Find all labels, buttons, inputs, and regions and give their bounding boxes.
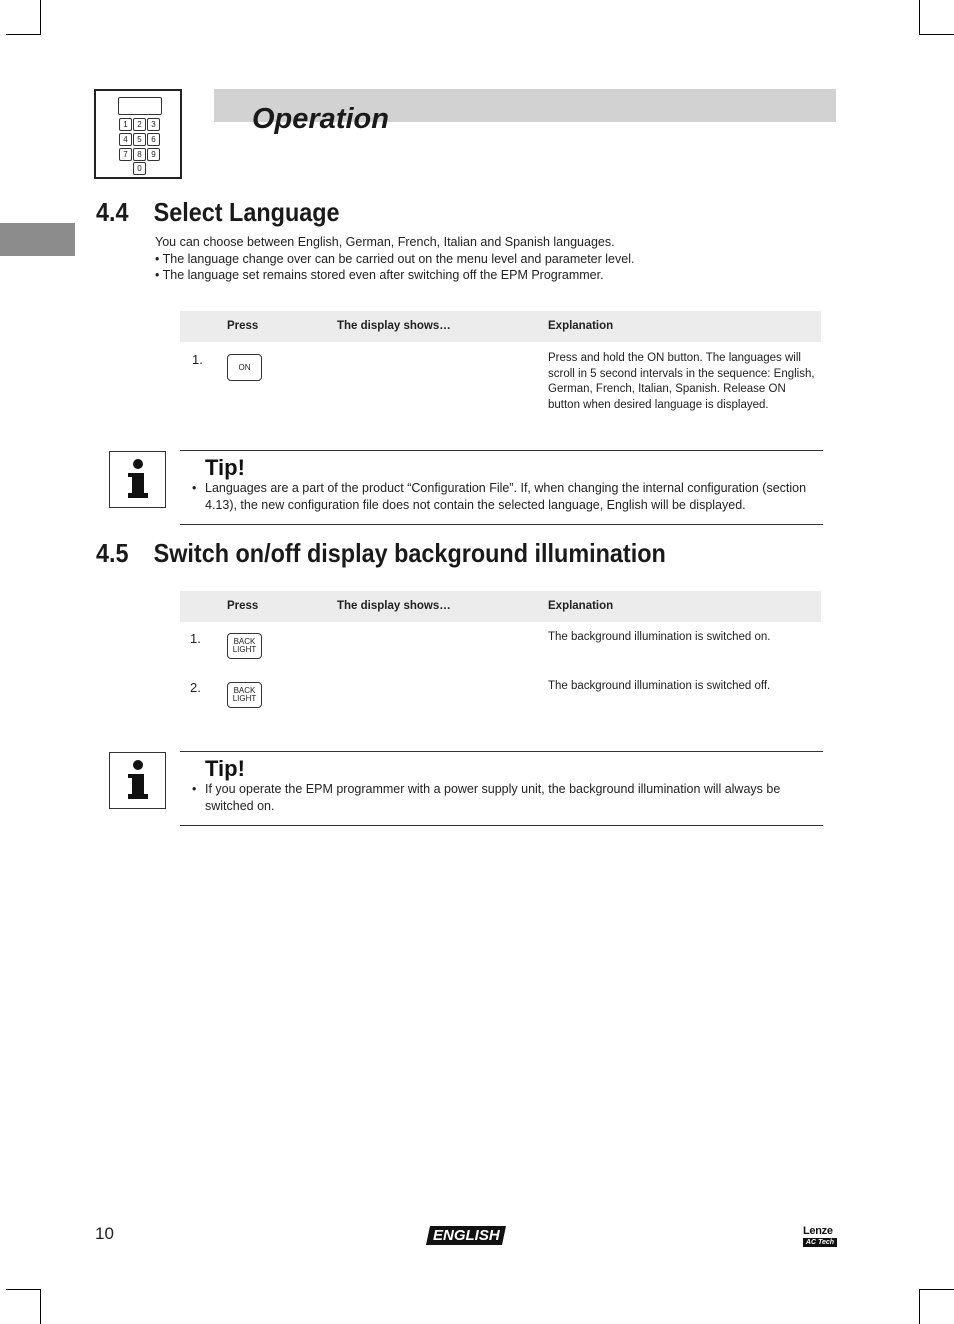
keypad-key: 1: [119, 118, 132, 131]
column-header-display: The display shows…: [337, 320, 451, 332]
keypad-key: 6: [147, 133, 160, 146]
keypad-icon: [94, 89, 182, 179]
info-icon: [109, 752, 166, 809]
lenze-logo: [803, 1226, 837, 1247]
keypad-key: 7: [119, 148, 132, 161]
tip-divider: [180, 751, 823, 752]
section-heading: [96, 197, 340, 228]
step-explanation: Press and hold the ON button. The languages will scroll in 5 second intervals in the sequence: English, German, French, Italian, Spanish. Release ON button when desired language is displayed.: [548, 352, 815, 411]
tip-bullet: •: [192, 481, 197, 495]
crop-mark: [919, 34, 954, 35]
tip-bullet: •: [192, 782, 197, 796]
keypad-key: 3: [147, 118, 160, 131]
tip-text: Languages are a part of the product “Configuration File”. If, when changing the internal configuration (section 4.13), the new configuration file does not contain the selected language, English will be displayed.: [205, 481, 807, 512]
key-label: BACK: [233, 686, 256, 695]
column-header-explanation: Explanation: [548, 600, 614, 612]
crop-mark: [40, 1289, 41, 1324]
bullet-text: • The language set remains stored even after switching off the EPM Programmer.: [155, 268, 604, 282]
info-icon: [109, 451, 166, 508]
key-label: LIGHT: [232, 694, 257, 703]
language-badge: [426, 1226, 506, 1245]
column-header-display: The display shows…: [337, 600, 451, 612]
intro-text: You can choose between English, German, French, Italian and Spanish languages.: [155, 235, 615, 249]
tip-divider: [180, 450, 823, 451]
crop-mark: [919, 1289, 920, 1324]
on-key-icon: ON: [227, 354, 262, 381]
crop-mark: [6, 34, 41, 35]
table-header: [180, 591, 821, 622]
section-heading: [96, 538, 666, 569]
section-title: Switch on/off display background illumination: [153, 538, 666, 568]
backlight-key-icon: [227, 633, 262, 659]
backlight-key-icon: [227, 682, 262, 708]
crop-mark: [919, 0, 920, 35]
tip-divider: [180, 524, 823, 525]
section-title: Select Language: [153, 197, 340, 227]
keypad-key: 9: [147, 148, 160, 161]
tip-title: Tip!: [205, 756, 245, 781]
column-header-press: Press: [227, 600, 259, 612]
crop-mark: [919, 1289, 954, 1290]
step-explanation: The background illumination is switched on.: [548, 631, 771, 643]
page-number: 10: [95, 1224, 114, 1243]
key-label: BACK: [233, 637, 256, 646]
keypad-key: 4: [119, 133, 132, 146]
keypad-key: 5: [133, 133, 146, 146]
step-number: 2.: [190, 680, 201, 695]
crop-mark: [6, 1289, 41, 1290]
column-header-explanation: Explanation: [548, 320, 614, 332]
step-explanation: The background illumination is switched off.: [548, 680, 771, 692]
keypad-key: 0: [133, 162, 146, 175]
chapter-tab: [0, 223, 75, 256]
keypad-display-icon: [118, 97, 162, 115]
section-number: 4.5: [96, 538, 129, 568]
bullet-text: • The language change over can be carried out on the menu level and parameter level.: [155, 252, 635, 266]
tip-text: If you operate the EPM programmer with a power supply unit, the background illumination will always be switched on.: [205, 782, 781, 813]
table-header: [180, 311, 821, 342]
step-number: 1.: [190, 631, 201, 646]
key-label: LIGHT: [232, 645, 257, 654]
logo-subbrand: AC Tech: [803, 1238, 837, 1247]
keypad-key: 8: [133, 148, 146, 161]
tip-divider: [180, 825, 823, 826]
step-number: 1.: [192, 352, 203, 367]
language-label: ENGLISH: [432, 1227, 500, 1244]
logo-brand: Lenze: [803, 1225, 833, 1237]
column-header-press: Press: [227, 320, 259, 332]
section-number: 4.4: [96, 197, 129, 227]
keypad-key: 2: [133, 118, 146, 131]
crop-mark: [40, 0, 41, 35]
tip-title: Tip!: [205, 455, 245, 480]
page-title: Operation: [252, 103, 389, 135]
